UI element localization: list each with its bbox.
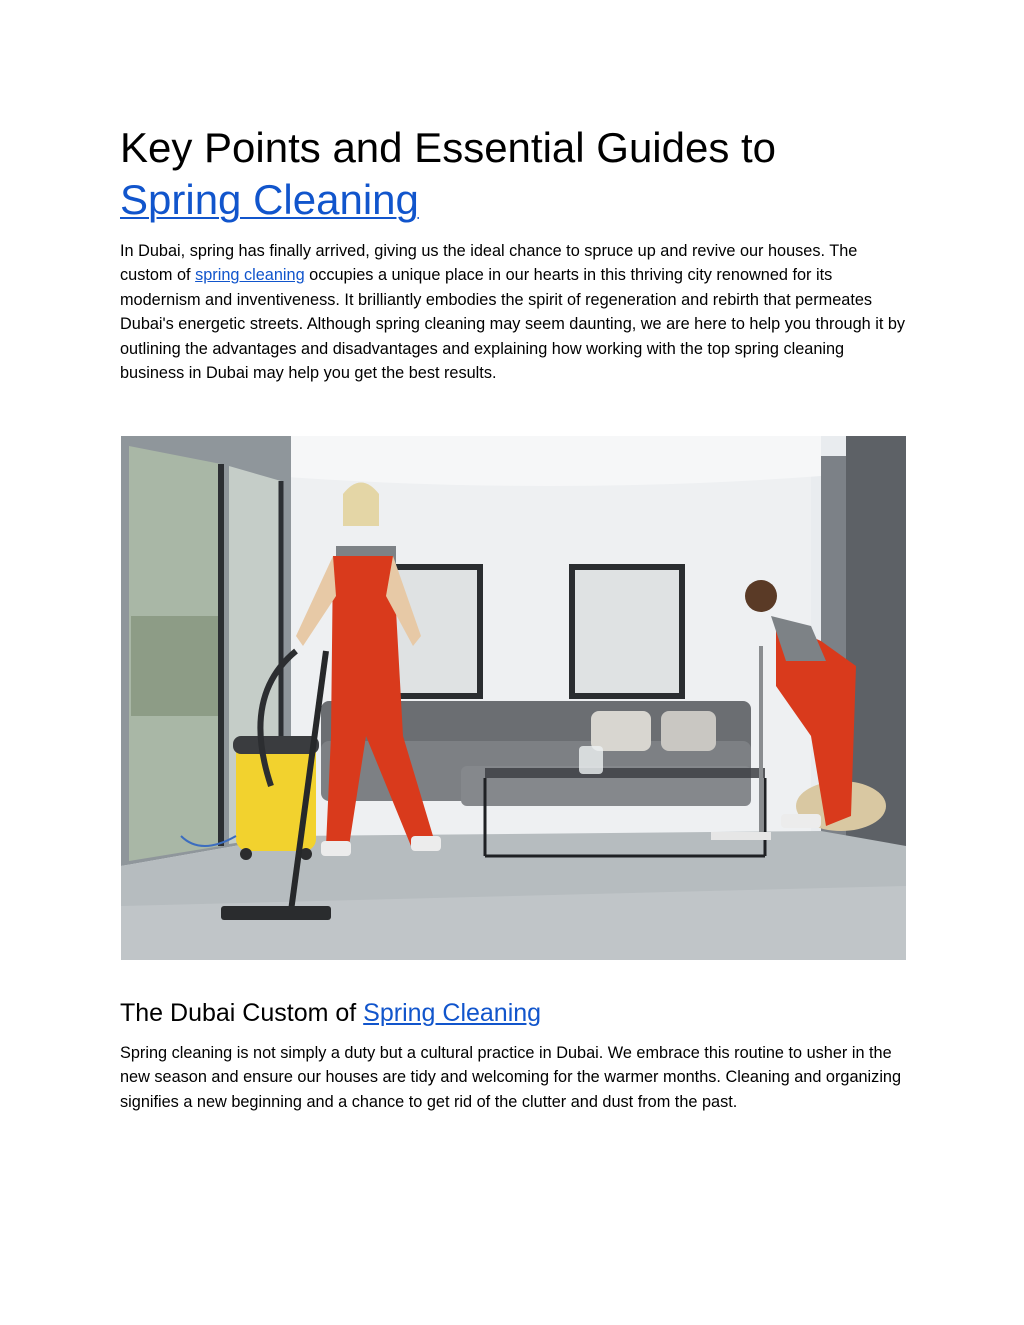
section-heading — [120, 996, 920, 1030]
intro-text-before: In Dubai, spring has finally arrived, giving us the ideal chance to spruce up and revive our houses. The custom of — [120, 242, 858, 285]
title-text: Key Points and Essential Guides to — [120, 124, 777, 171]
section-heading-link-spring-cleaning[interactable]: Spring Cleaning — [363, 999, 542, 1027]
intro-text-after: occupies a unique place in our hearts in this thriving city renowned for its modernism and inventiveness. It brilliantly embodies the spirit of regeneration and rebirth that permeates Dubai's energetic streets. Although spring cleaning may seem daunting, we are here to help you through it by outlining the advantages and disadvantages and explaining how working with the top spring cleaning business in Dubai may help you get the best results. — [120, 266, 906, 383]
title-link-spring-cleaning[interactable]: Spring Cleaning — [120, 176, 419, 223]
section-heading-text: The Dubai Custom of — [120, 999, 364, 1027]
cleaners-living-room-photo — [121, 436, 906, 960]
intro-link-spring-cleaning[interactable]: spring cleaning — [195, 266, 305, 285]
section-paragraph: Spring cleaning is not simply a duty but a cultural practice in Dubai. We embrace this routine to usher in the new season and ensure our houses are tidy and welcoming for the warmer months. Cleaning and organizing signifies a new beginning and a chance to get rid of the clutter and dust from the past. — [120, 1044, 902, 1111]
intro-paragraph — [120, 239, 910, 385]
page-title — [120, 122, 920, 226]
